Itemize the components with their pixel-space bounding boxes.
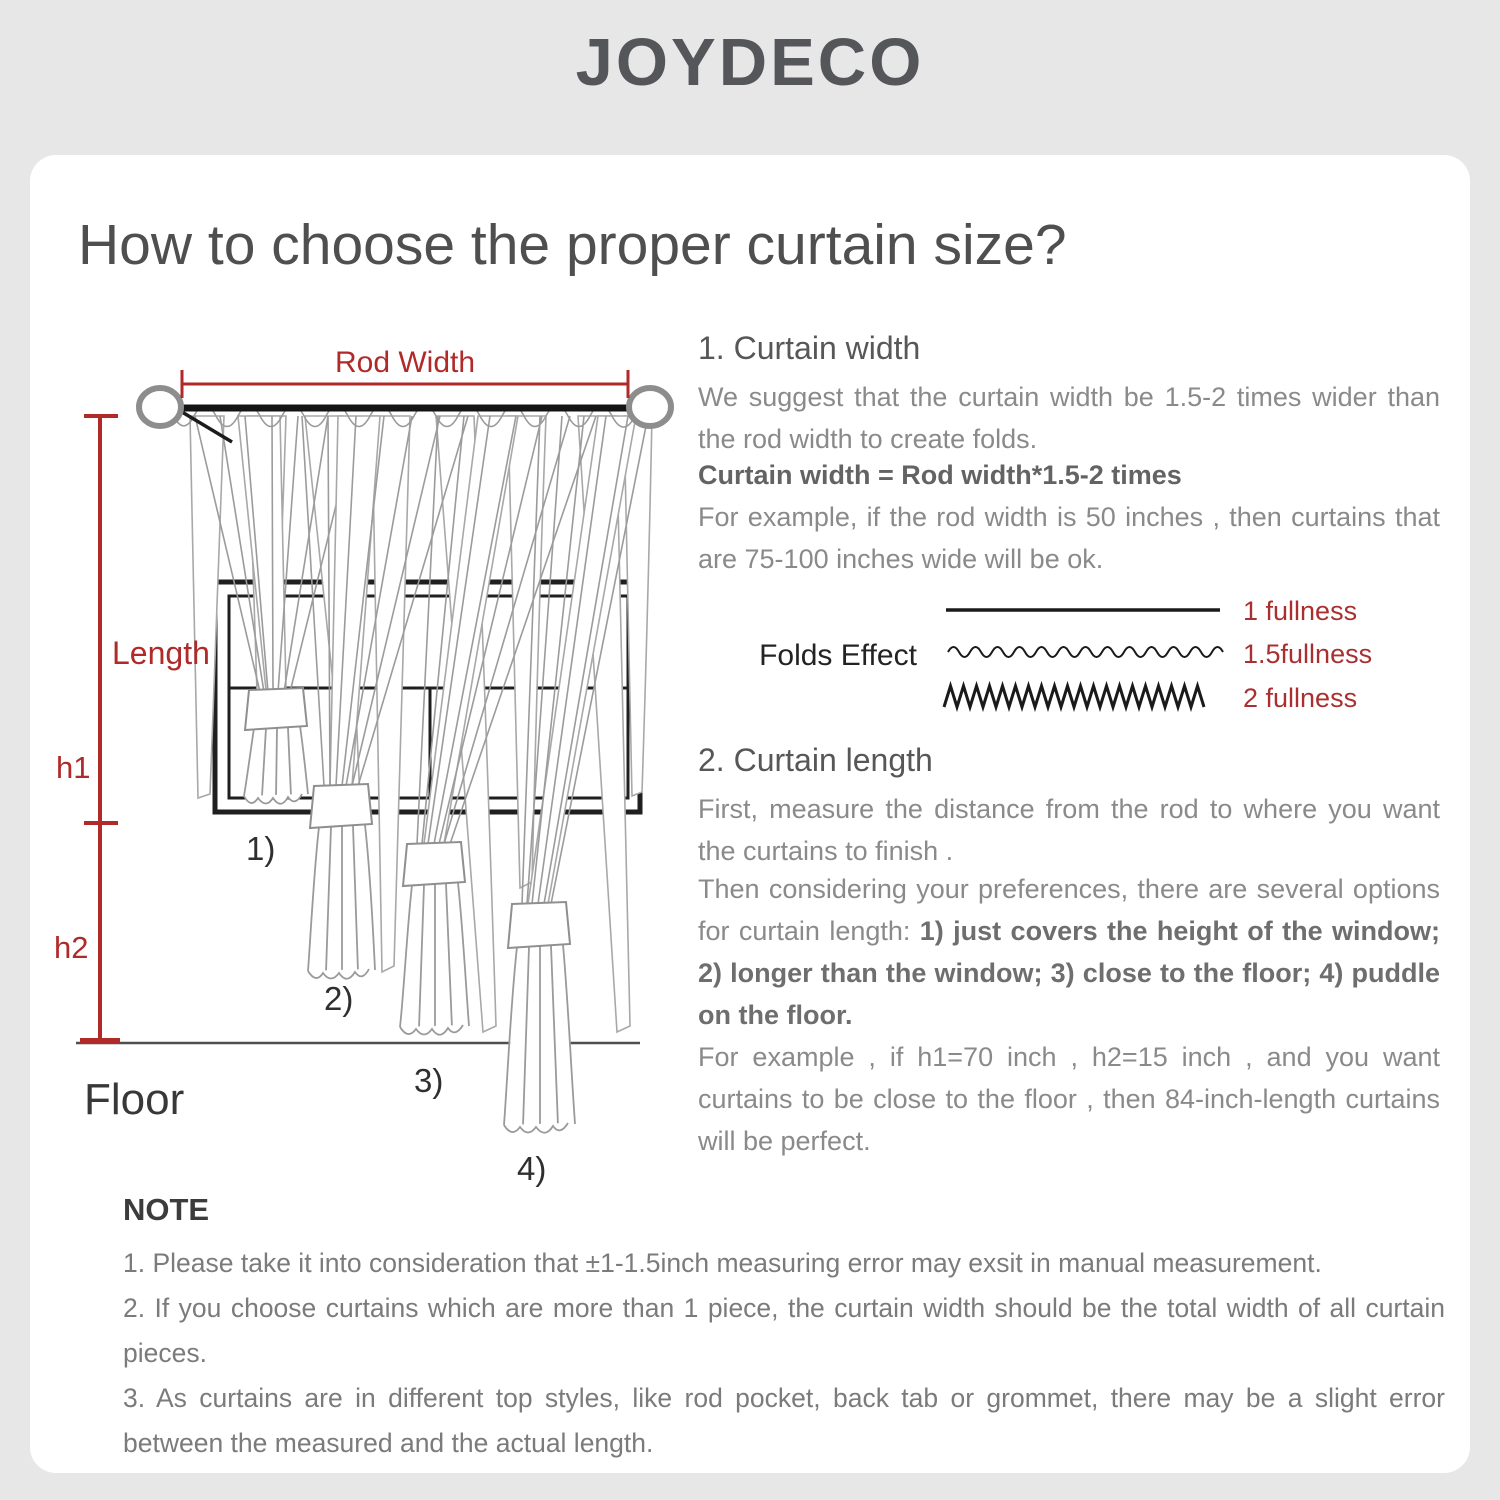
curtain-width-formula: Curtain width = Rod width*1.5-2 times bbox=[698, 460, 1182, 490]
length-options-prefix: Then considering your preferences, there are several options for curtain length: bbox=[698, 874, 1440, 946]
rod-width-label: Rod Width bbox=[334, 346, 476, 379]
folds-effect-label: Folds Effect bbox=[759, 639, 917, 672]
curtain-width-paragraph: We suggest that the curtain width be 1.5-2 times wider than the rod width to create folds. bbox=[698, 382, 1440, 454]
curtain-measurement-diagram bbox=[40, 330, 700, 1190]
h2-label: h2 bbox=[54, 930, 89, 965]
curtain-drawing bbox=[172, 406, 652, 1133]
page-title: How to choose the proper curtain size? bbox=[78, 213, 1067, 277]
fullness-1-label: 1 fullness bbox=[1243, 596, 1358, 626]
curtain-length-paragraph-2 bbox=[698, 868, 1440, 1036]
fullness-2-label: 2 fullness bbox=[1243, 683, 1358, 713]
rod-finial-left bbox=[139, 388, 181, 426]
brand-logo: JOYDECO bbox=[575, 25, 925, 100]
note-section bbox=[123, 1192, 1445, 1466]
curtain-length-example: For example , if h1=70 inch , h2=15 inch , and you want curtains to be close to the floor , then 84-inch-length curtains will be perfect. bbox=[698, 1042, 1440, 1156]
curtain-width-example: For example, if the rod width is 50 inches , then curtains that are 75-100 inches wide will be ok. bbox=[698, 502, 1440, 574]
curtain-width-heading: 1. Curtain width bbox=[698, 330, 921, 366]
instructions-column bbox=[698, 330, 1440, 1190]
h1-label: h1 bbox=[56, 750, 91, 785]
length-options-bold: 1) just covers the height of the window; 2) longer than the window; 3) close to the floor; 4) puddle on the floor. bbox=[698, 916, 1440, 1030]
curtain-option-1-label: 1) bbox=[246, 830, 276, 867]
note-item-2: 2. If you choose curtains which are more than 1 piece, the curtain width should be the total width of all curtain pieces. bbox=[123, 1293, 1445, 1368]
floor-label: Floor bbox=[84, 1075, 185, 1124]
fullness-2-line bbox=[944, 686, 1204, 707]
rod-finial-right bbox=[629, 388, 671, 426]
folds-effect-graphic bbox=[698, 575, 1440, 717]
curtain-length-heading: 2. Curtain length bbox=[698, 742, 933, 778]
fullness-1-5-line bbox=[948, 647, 1223, 657]
length-label: Length bbox=[112, 635, 210, 671]
curtain-option-2-label: 2) bbox=[324, 980, 354, 1017]
curtain-option-3-label: 3) bbox=[414, 1062, 444, 1099]
curtain-length-paragraph-1: First, measure the distance from the rod to where you want the curtains to finish . bbox=[698, 794, 1440, 866]
note-item-1: 1. Please take it into consideration that ±1-1.5inch measuring error may exsit in manual measurement. bbox=[123, 1248, 1322, 1278]
note-heading: NOTE bbox=[123, 1192, 210, 1227]
fullness-1-5-label: 1.5fullness bbox=[1243, 639, 1373, 669]
curtain-option-4-label: 4) bbox=[517, 1150, 547, 1187]
note-item-3: 3. As curtains are in different top styles, like rod pocket, back tab or grommet, there may be a slight error between the measured and the actual length. bbox=[123, 1383, 1445, 1458]
